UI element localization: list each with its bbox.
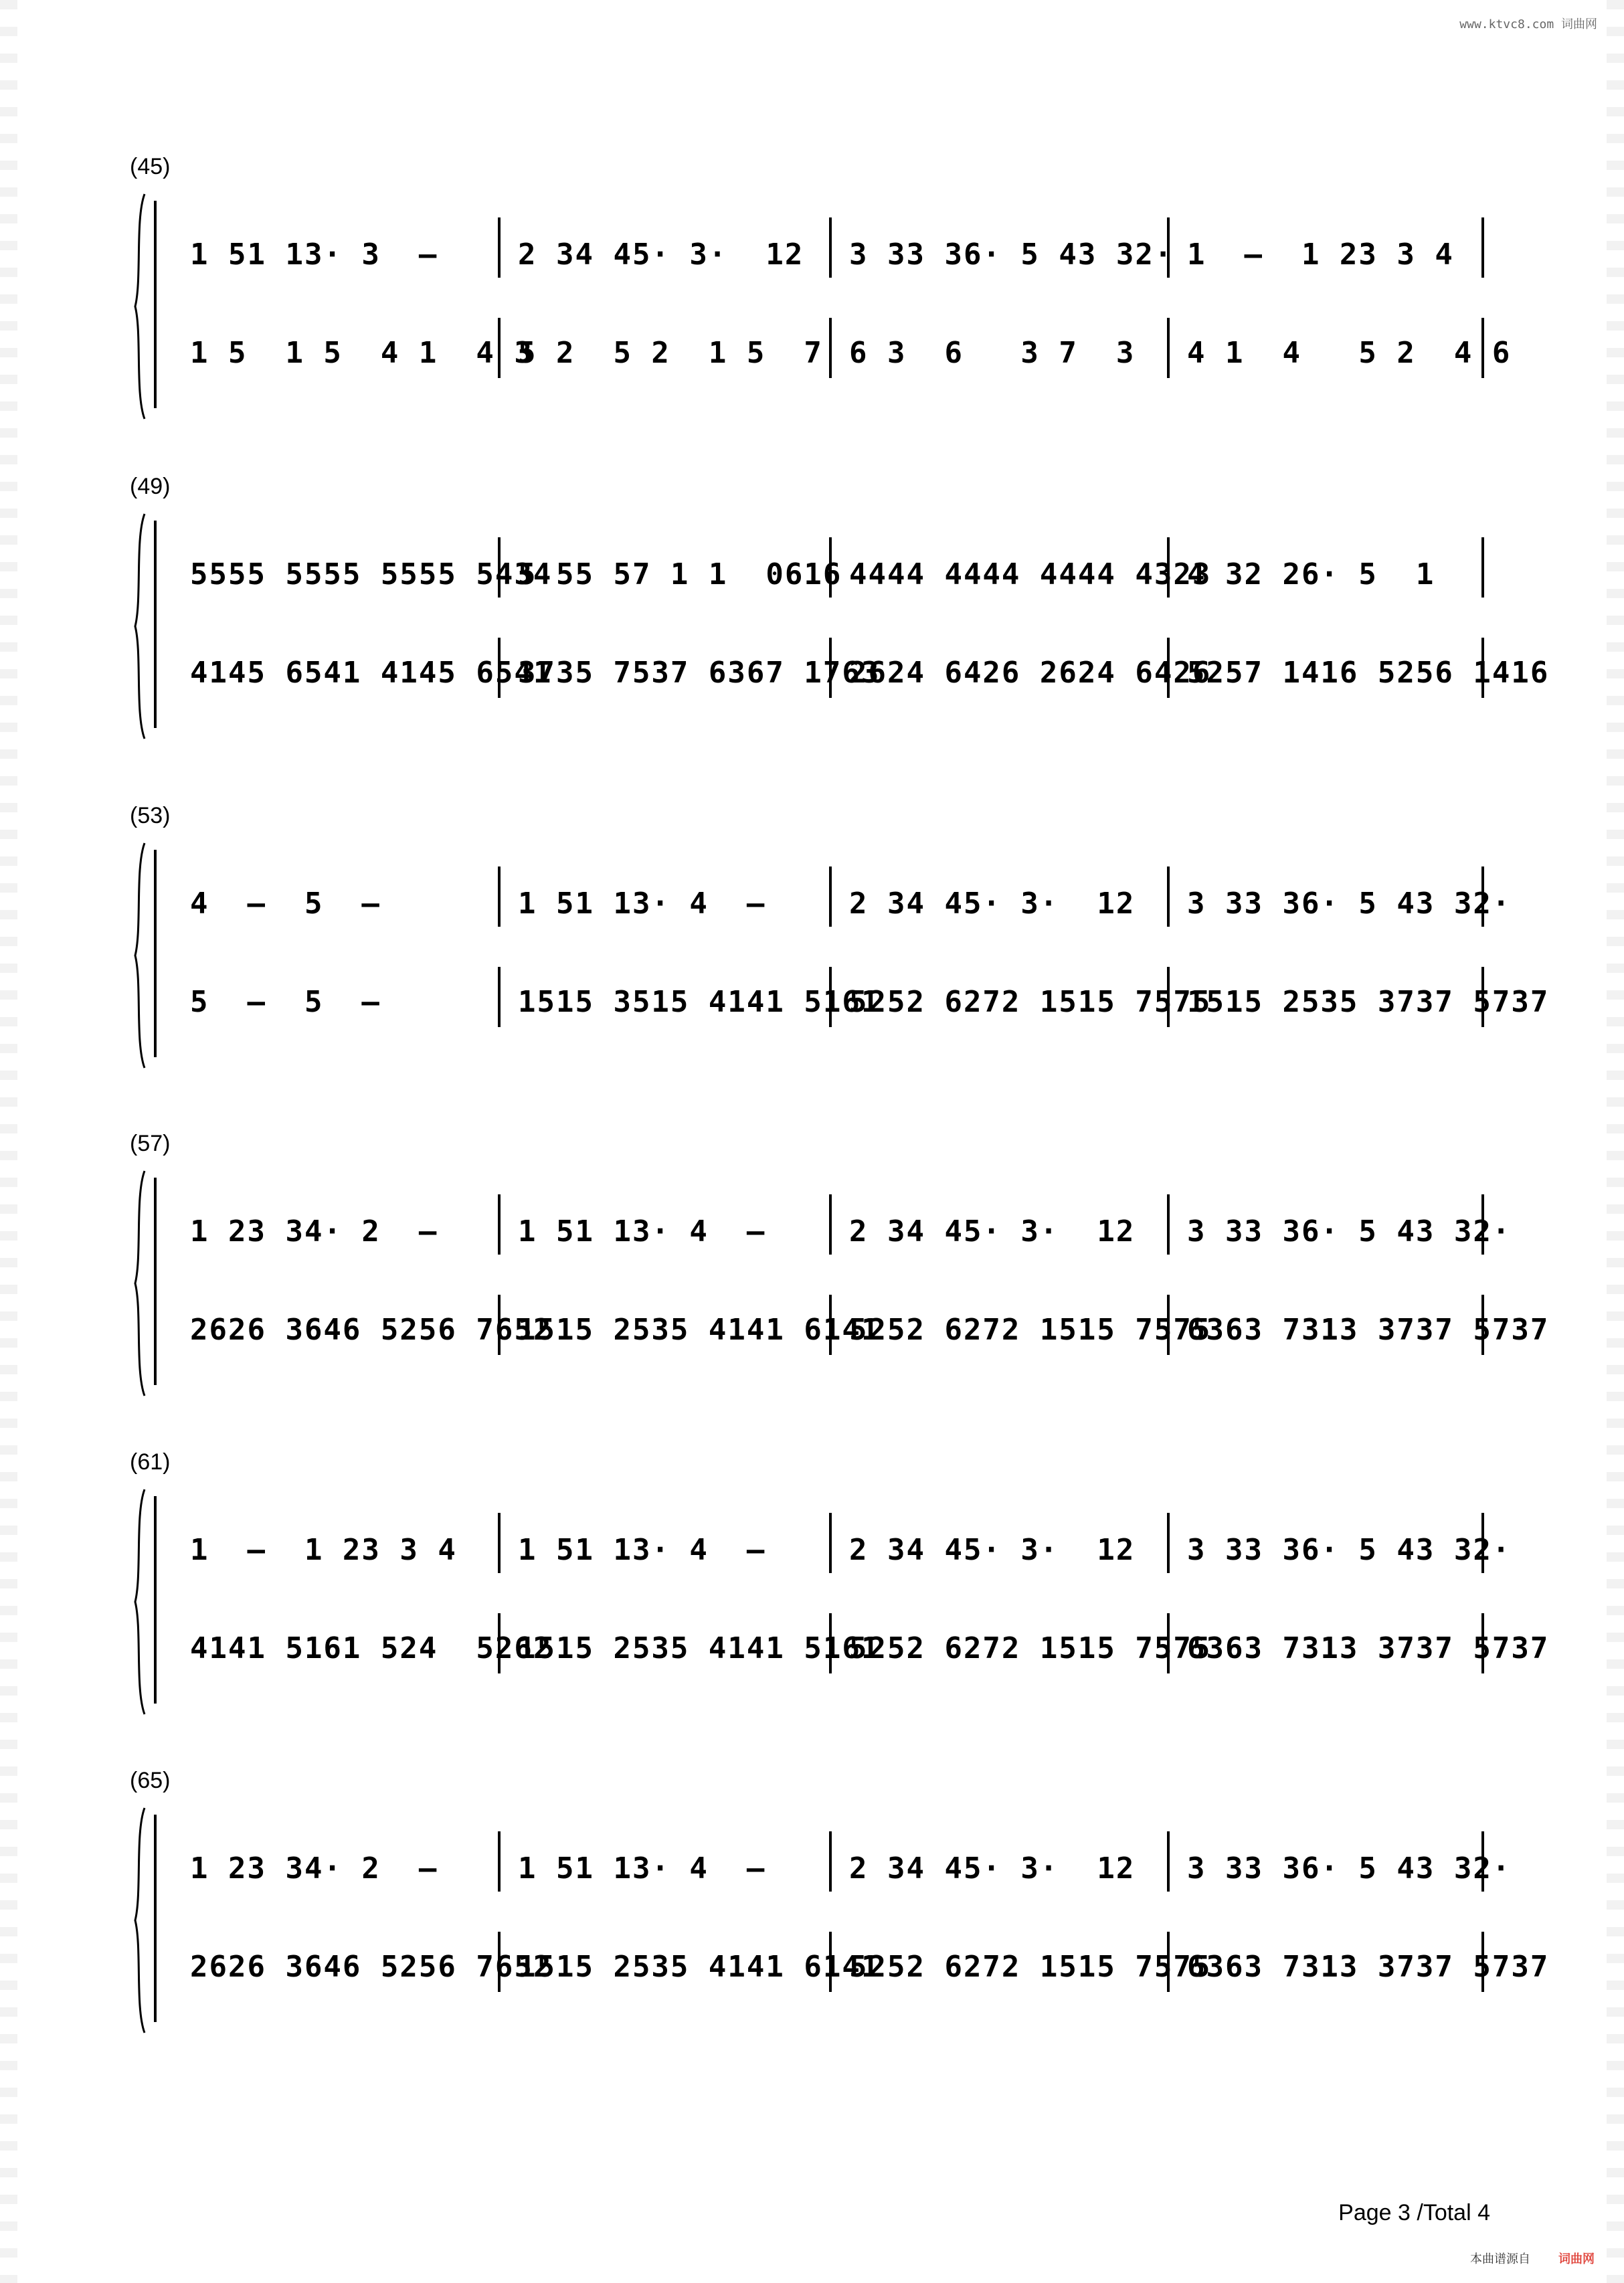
score-system — [120, 474, 1550, 741]
barline — [829, 866, 832, 927]
barline — [1167, 1831, 1170, 1892]
barline — [1167, 1194, 1170, 1255]
measure-number: (45) — [130, 154, 171, 179]
system-line — [154, 850, 157, 1057]
lower-staff-measure: 1515 3515 4141 5161 — [518, 985, 881, 1019]
brace-icon — [132, 193, 146, 420]
lower-staff-measure: 2626 3646 5256 7652 — [190, 1950, 553, 1984]
upper-staff-measure: 2 34 45· 3· 12 — [849, 1214, 1136, 1249]
brace-icon — [132, 1170, 146, 1397]
upper-staff-measure: 5555 5555 5555 5434 — [190, 557, 553, 591]
lower-staff-measure: 6 3 6 3 7 3 — [849, 336, 1136, 370]
barline — [829, 1831, 832, 1892]
system-line — [154, 1178, 157, 1385]
upper-staff-measure: 1 51 13· 4 – — [518, 887, 766, 921]
system-line — [154, 201, 157, 408]
upper-staff-measure: 1 – 1 23 3 4 — [1187, 238, 1454, 272]
lower-staff-measure: 1515 2535 4141 5161 — [518, 1631, 881, 1665]
upper-staff-measure: 2 34 45· 3· 12 — [518, 238, 804, 272]
measure-number: (65) — [130, 1768, 171, 1793]
source-brand: 词曲网 — [1558, 2252, 1595, 2266]
lower-staff-measure: 1515 2535 3737 5737 — [1187, 985, 1550, 1019]
barline — [498, 866, 501, 927]
system-line — [154, 1815, 157, 2022]
lower-staff-measure: 3735 7537 6367 1763 — [518, 656, 881, 690]
measure-number: (53) — [130, 803, 171, 828]
brace-icon — [132, 1488, 146, 1716]
measure-number: (57) — [130, 1131, 171, 1156]
upper-staff-measure: 4 32 26· 5 1 — [1187, 557, 1435, 591]
site-url: www.ktvc8.com 词曲网 — [1459, 17, 1597, 31]
lower-staff-measure: 5257 1416 5256 1416 — [1187, 656, 1550, 690]
lower-staff-measure: 5 – 5 – — [190, 985, 381, 1019]
lower-staff-measure: 1 5 1 5 4 1 4 3 — [190, 336, 533, 370]
upper-staff-measure: 2 34 45· 3· 12 — [849, 1533, 1136, 1567]
upper-staff-measure: 1 23 34· 2 – — [190, 1851, 438, 1886]
source-note: 本曲谱源自 — [1470, 2252, 1530, 2266]
barline — [1167, 1513, 1170, 1573]
lower-staff-measure: 5252 6272 1515 7575 — [849, 1950, 1212, 1984]
lower-staff-measure: 5 2 5 2 1 5 7 — [518, 336, 823, 370]
upper-staff-measure: 3 33 36· 5 43 32· — [849, 238, 1174, 272]
barline — [829, 318, 832, 378]
brace-icon — [132, 842, 146, 1069]
brace-icon — [132, 513, 146, 740]
score-system — [120, 1131, 1550, 1398]
barline — [498, 1513, 501, 1573]
left-watermark-strip — [0, 0, 17, 2283]
upper-staff-measure: 1 23 34· 2 – — [190, 1214, 438, 1249]
upper-staff-measure: 1 51 13· 4 – — [518, 1214, 766, 1249]
upper-staff-measure: 1 51 13· 3 – — [190, 238, 438, 272]
barline — [829, 217, 832, 278]
lower-staff-measure: 6363 7313 3737 5737 — [1187, 1631, 1550, 1665]
lower-staff-measure: 6363 7313 3737 5737 — [1187, 1313, 1550, 1347]
right-watermark-strip — [1607, 0, 1624, 2283]
barline — [829, 1194, 832, 1255]
barline — [1481, 217, 1484, 278]
system-line — [154, 1496, 157, 1704]
lower-staff-measure: 4145 6541 4145 6541 — [190, 656, 553, 690]
lower-staff-measure: 5252 6272 1515 7575 — [849, 1631, 1212, 1665]
lower-staff-measure: 2624 6426 2624 6426 — [849, 656, 1212, 690]
lower-staff-measure: 4141 5161 524 5262 — [190, 1631, 553, 1665]
measure-number: (49) — [130, 474, 171, 499]
upper-staff-measure: 3 33 36· 5 43 32· — [1187, 887, 1512, 921]
barline — [498, 967, 501, 1027]
upper-staff-measure: 2 34 45· 3· 12 — [849, 1851, 1136, 1886]
upper-staff-measure: 2 34 45· 3· 12 — [849, 887, 1136, 921]
barline — [829, 1513, 832, 1573]
barline — [1167, 866, 1170, 927]
barline — [498, 1831, 501, 1892]
score-system — [120, 1449, 1550, 1717]
upper-staff-measure: 1 51 13· 4 – — [518, 1533, 766, 1567]
barline — [1167, 318, 1170, 378]
lower-staff-measure: 5252 6272 1515 7575 — [849, 1313, 1212, 1347]
lower-staff-measure: 6363 7313 3737 5737 — [1187, 1950, 1550, 1984]
upper-staff-measure: 1 51 13· 4 – — [518, 1851, 766, 1886]
measure-number: (61) — [130, 1449, 171, 1475]
upper-staff-measure: 1 – 1 23 3 4 — [190, 1533, 457, 1567]
barline — [498, 1194, 501, 1255]
score-system — [120, 803, 1550, 1071]
score-system — [120, 1768, 1550, 2035]
upper-staff-measure: 3 33 36· 5 43 32· — [1187, 1851, 1512, 1886]
brace-icon — [132, 1807, 146, 2034]
barline — [498, 217, 501, 278]
lower-staff-measure: 5252 6272 1515 7575 — [849, 985, 1212, 1019]
upper-staff-measure: 3 33 36· 5 43 32· — [1187, 1214, 1512, 1249]
score-system — [120, 154, 1512, 422]
upper-staff-measure: 3 33 36· 5 43 32· — [1187, 1533, 1512, 1567]
page-number: Page 3 /Total 4 — [1338, 2200, 1490, 2225]
upper-staff-measure: 4 – 5 – — [190, 887, 381, 921]
lower-staff-measure: 2626 3646 5256 7652 — [190, 1313, 553, 1347]
lower-staff-measure: 1515 2535 4141 6141 — [518, 1313, 881, 1347]
system-line — [154, 521, 157, 728]
upper-staff-measure: 5 55 57 1 1 0616 — [518, 557, 842, 591]
lower-staff-measure: 4 1 4 5 2 4 6 — [1187, 336, 1512, 370]
upper-staff-measure: 4444 4444 4444 4323 — [849, 557, 1212, 591]
lower-staff-measure: 1515 2535 4141 6141 — [518, 1950, 881, 1984]
barline — [1481, 537, 1484, 598]
